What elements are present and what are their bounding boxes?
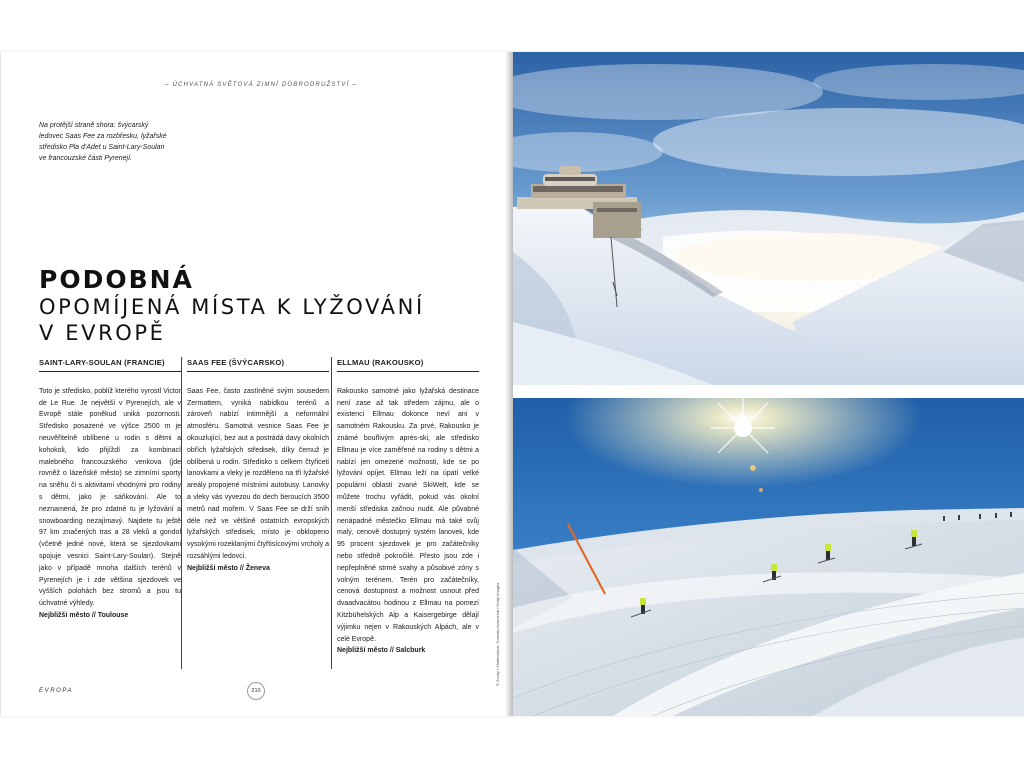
column-saas-fee	[187, 357, 329, 575]
headline-line-3: V EVROPĚ	[39, 321, 166, 345]
glacier-station-image	[513, 52, 1024, 385]
column-body: Saas Fee, často zastíněné svým sousedem Zermattem, vyniká nabídkou terénů a zároveň nabízí intimnější a neformální atmosféru. Samotná vesnice Saas Fee je okouzlující, bez aut a postrádá davy okolních obřích lyžařských středisek, díky čemuž je oblíbená u rodin. Středisko s celkem čtyřiceti lanovkami a vleky je rozděleno na tři lyžařské areály propojené místními autobusy. Lanovky a vleky vás vyvezou do dech beroucích 3500 metrů nad mořem. V Saas Fee se drží sníh déle než ve většině ostatních evropských lyžařských středisek, místo je obklopeno vysokými rozeklanými čtyřtisícovými vrcholy a rozsáhlými ledovci.	[187, 387, 329, 560]
running-head: – ÚCHVATNÁ SVĚTOVÁ ZIMNÍ DOBRODRUŽSTVÍ –	[165, 82, 357, 88]
left-page	[0, 52, 509, 716]
column-heading: ELLMAU (RAKOUSKO)	[337, 357, 479, 372]
nearest-city: Nejbližší město // Toulouse	[39, 611, 129, 619]
ski-slope-image	[513, 398, 1024, 716]
column-ellmau	[337, 357, 479, 657]
column-body: Toto je středisko, poblíž kterého vyrostl Victor de Le Rue. Je největší v Pyrenejích, ale v Evropě stále poněkud uniká pozornosti. Středisko posazené ve výšce 2500 m je neuvěřitelně oblíbené u rodin s dětmi a kohokoli, kdo přijíždí za kombinací malebného francouzského venkova (jde rovněž o lázeňské město) se zimními sporty na sněhu či s aktivitami vhodnými pro rodiny s dětmi, jako je sáňkování. Ale to neznamená, že pro zdatné tu je lyžování a snowboarding nezajímavý. Najdete tu ještě 97 km značených tras a 28 vleků a gondol (včetně jedné nové, která se sjezdovkami spojuje vesnici Saint-Lary-Soulan). Stejně jako v případě mnoha dalších terénů v Pyrenejích je i zde většina sjezdovek ve vyšších polohách bez stromů a jsou tu úchvatné výhledy.	[39, 387, 181, 608]
headline-line-1: PODOBNÁ	[39, 265, 194, 294]
photo-caption: Na protější straně shora: švýcarský ledovec Saas Fee za rozbřesku, lyžařské středisko Pla d'Adet u Saint-Lary-Soulan ve francouzské části Pyrenejí.	[39, 122, 167, 162]
page-number: 210	[247, 682, 265, 700]
headline-line-2: OPOMÍJENÁ MÍSTA K LYŽOVÁNÍ	[39, 295, 425, 319]
column-heading: SAAS FEE (ŠVÝCARSKO)	[187, 357, 329, 372]
photo-credit-text: © Zocky / Shutterstock; Gonzalo Azumendi / Getty Images	[495, 582, 500, 686]
column-heading: SAINT-LARY-SOULAN (FRANCIE)	[39, 357, 181, 372]
column-divider	[181, 357, 182, 669]
column-divider	[331, 357, 332, 669]
article-headline	[39, 266, 499, 346]
column-saint-lary	[39, 357, 181, 622]
photo-glacier-station	[513, 52, 1024, 385]
nearest-city: Nejbližší město // Salcburk	[337, 647, 426, 655]
column-body: Rakousko samotné jako lyžařská destinace není zase až tak středem zájmu, ale o existenci Ellmau dokonce neví ani v samotném Rakousku. Za prvé, Rakousko je známé bouřlivým après-ski, ale středisko Ellmau je více zaměřené na rodiny s dětmi a nabízí jen omezené možnosti, kde se po lyžování opíjet. Ellmau leží na úpatí velké populární oblasti zvané SkiWelt, kde se můžete trochu vyřádit, pokud vás okolní menší střediska začnou nudit. Ale půvabné nenápadné městečko Ellmau má také svůj malý, cenově dostupný systém lanovek, kde 95 procent sjezdovek je pro začátečníky nebo středně pokročilé. Přesto jsou zde i nepřeplněné strmé svahy a působivé zóny s volným terénem. Terén pro začátečníky, cenová dostupnost a možnost usnout před dvaadvacátou hodinou z Ellmau na pomezí Kitzbühelských Alp a Kaisergebirge dělají výjimku nejen v Rakouských Alpách, ale v celé Evropě.	[337, 387, 479, 643]
nearest-city: Nejbližší město // Ženeva	[187, 564, 270, 572]
photo-ski-slope	[513, 398, 1024, 716]
photo-credit	[495, 576, 501, 686]
page-gutter	[505, 52, 513, 716]
folio-section-label: EVROPA	[39, 688, 74, 694]
magazine-spread	[0, 52, 1024, 716]
